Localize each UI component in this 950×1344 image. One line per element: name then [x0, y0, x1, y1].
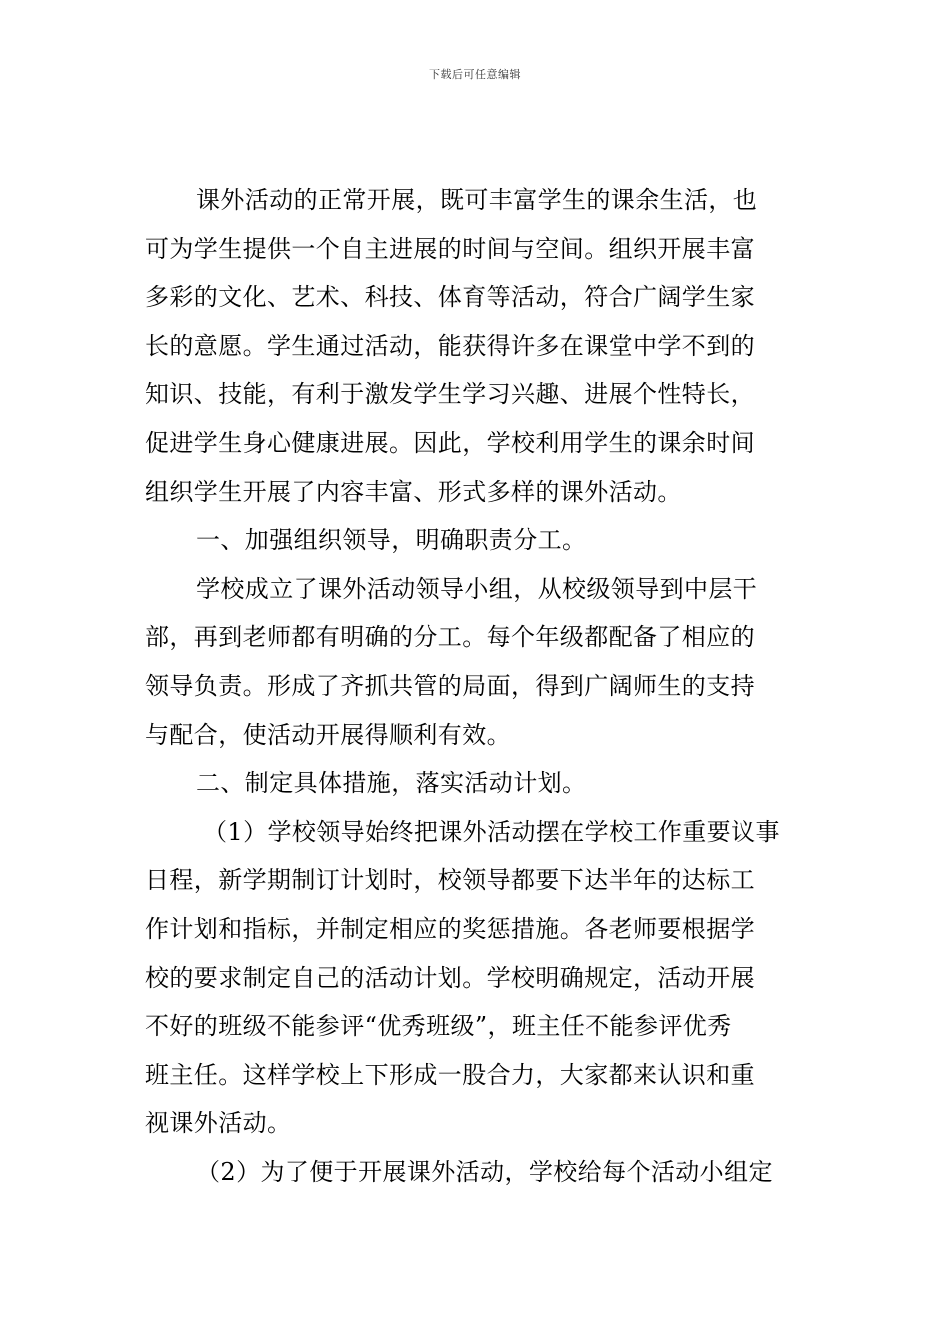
text-line: 学校成立了课外活动领导小组，从校级领导到中层干 [196, 574, 758, 603]
page-header: 下载后可任意编辑 [429, 68, 521, 81]
section-heading-2: 二、制定具体措施，落实活动计划。 [196, 769, 587, 798]
document-body [145, 176, 805, 1196]
text-line: 与配合，使活动开展得顺利有效。 [145, 720, 511, 749]
text-line: 组织学生开展了内容丰富、形式多样的课外活动。 [145, 477, 682, 506]
paragraph-measure-2 [145, 1148, 805, 1197]
text-line: 促进学生身心健康进展。因此，学校利用学生的课余时间 [145, 428, 755, 457]
section-heading-1: 一、加强组织领导，明确职责分工。 [196, 526, 587, 555]
text-line: 课外活动的正常开展，既可丰富学生的课余生活，也 [196, 186, 758, 214]
paragraph-intro [145, 176, 805, 516]
text-line: （2）为了便于开展课外活动，学校给每个活动小组定 [196, 1157, 773, 1186]
text-line: 长的意愿。学生通过活动，能获得许多在课堂中学不到的 [145, 331, 755, 360]
text-line: 不好的班级不能参评“优秀班级”，班主任不能参评优秀 [145, 1012, 732, 1041]
text-line: 作计划和指标，并制定相应的奖惩措施。各老师要根据学 [145, 914, 755, 943]
text-line: 可为学生提供一个自主进展的时间与空间。组织开展丰富 [145, 234, 755, 263]
paragraph-measure-1 [145, 808, 805, 1148]
text-line: 多彩的文化、艺术、科技、体育等活动，符合广阔学生家 [145, 283, 755, 312]
text-line: 视课外活动。 [145, 1109, 292, 1138]
text-line: 领导负责。形成了齐抓共管的局面，得到广阔师生的支持 [145, 671, 755, 700]
text-line: 日程，新学期制订计划时，校领导都要下达半年的达标工 [145, 866, 755, 895]
text-line: 校的要求制定自己的活动计划。学校明确规定，活动开展 [145, 963, 755, 992]
text-line: 班主任。这样学校上下形成一股合力，大家都来认识和重 [145, 1060, 755, 1089]
text-line: 知识、技能，有利于激发学生学习兴趣、进展个性特长， [145, 380, 755, 409]
text-line: （1）学校领导始终把课外活动摆在学校工作重要议事 [203, 817, 780, 846]
text-line: 部，再到老师都有明确的分工。每个年级都配备了相应的 [145, 623, 755, 652]
paragraph-leadership [145, 565, 805, 759]
